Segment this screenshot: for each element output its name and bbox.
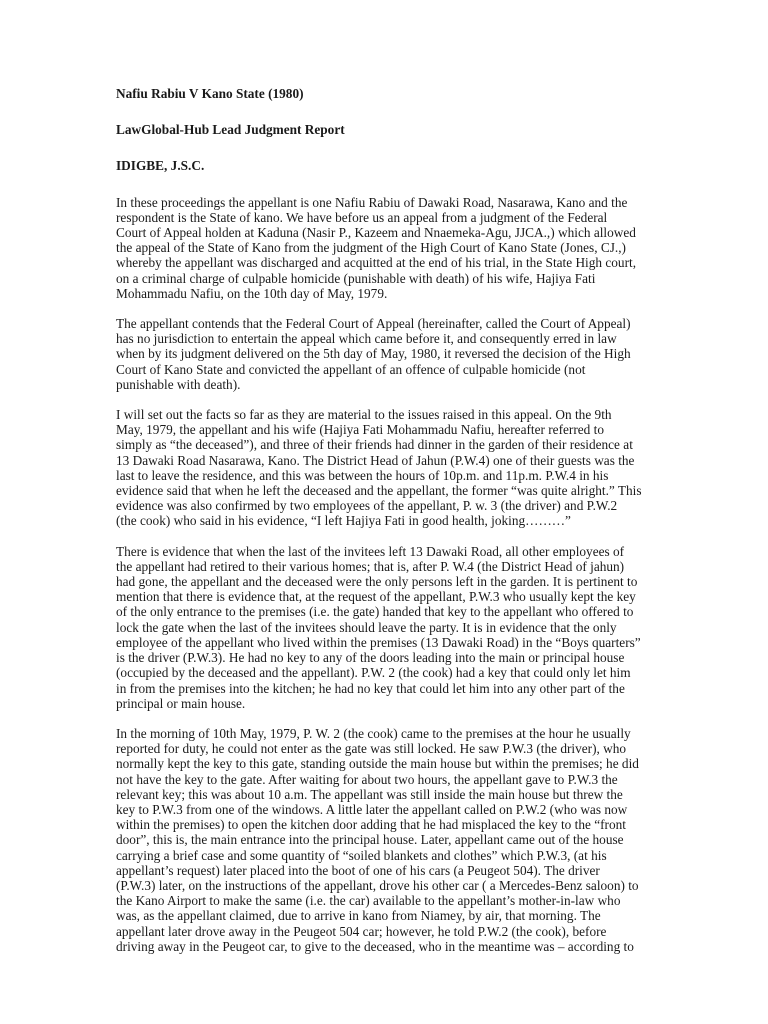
paragraph-line: whereby the appellant was discharged and acquitted at the end of his trial, in the State High court,	[116, 255, 637, 271]
paragraph-line: simply as “the deceased”), and three of their friends had dinner in the garden of their residence at	[116, 437, 633, 453]
paragraph-line: Court of Appeal holden at Kaduna (Nasir P., Kazeem and Nnaemeka-Agu, JJCA.,) which allowed	[116, 225, 636, 241]
paragraph-line: driving away in the Peugeot car, to give to the deceased, who in the meantime was – according to	[116, 938, 634, 954]
paragraph-line: the Kano Airport to make the same (i.e. the car) available to the appellant’s mother-in-law who	[116, 893, 621, 909]
paragraph-line: not have the key to the gate. After waiting for about two hours, the appellant gave to P.W.3 the	[116, 771, 618, 787]
paragraph-1	[116, 195, 652, 301]
paragraph-line: mention that there is evidence that, at the request of the appellant, P.W.3 who usually kept the key	[116, 589, 636, 605]
paragraph-line: key to P.W.3 from one of the windows. A little later the appellant called on P.W.2 (who was now	[116, 801, 628, 817]
paragraph-line: The appellant contends that the Federal Court of Appeal (hereinafter, called the Court of Appeal)	[116, 316, 631, 332]
paragraph-line: There is evidence that when the last of the invitees left 13 Dawaki Road, all other employees of	[116, 543, 625, 559]
paragraph-line: In these proceedings the appellant is one Nafiu Rabiu of Dawaki Road, Nasarawa, Kano and the	[116, 194, 628, 210]
paragraph-line: I will set out the facts so far as they are material to the issues raised in this appeal. On the 9th	[116, 407, 612, 423]
paragraph-line: door”, this is, the main entrance into the principal house. Later, appellant came out of the house	[116, 832, 624, 848]
paragraph-line: Court of Kano State and convicted the appellant of an offence of culpable homicide (not	[116, 361, 586, 377]
paragraph-line: last to leave the residence, and this was between the hours of 10p.m. and 11p.m. P.W.4 in his	[116, 467, 609, 483]
paragraph-line: reported for duty, he could not enter as the gate was still locked. He saw P.W.3 (the driver), who	[116, 741, 627, 757]
paragraph-line: normally kept the key to this gate, standing outside the main house but within the premises; he did	[116, 756, 639, 772]
paragraph-line: evidence said that when he left the deceased and the appellant, the former “was quite alright.” This	[116, 483, 642, 499]
paragraph-line: on a criminal charge of culpable homicide (punishable with death) of his wife, Hajiya Fati	[116, 270, 596, 286]
document-title: Nafiu Rabiu V Kano State (1980)	[116, 86, 304, 101]
paragraph-line: principal or main house.	[116, 695, 246, 711]
paragraph-line: has no jurisdiction to entertain the appeal which came before it, and consequently erred in law	[116, 331, 617, 347]
paragraph-line: had gone, the appellant and the deceased were the only persons left in the garden. It is pertinent to	[116, 574, 638, 590]
judge-heading: IDIGBE, J.S.C.	[116, 158, 205, 174]
document-page	[116, 86, 652, 954]
paragraph-line: respondent is the State of kano. We have before us an appeal from a judgment of the Federal	[116, 209, 608, 225]
paragraph-line: is the driver (P.W.3). He had no key to any of the doors leading into the main or principal house	[116, 650, 625, 666]
paragraph-line: relevant key; this was about 10 a.m. The appellant was still inside the main house but threw the	[116, 786, 623, 802]
report-source-heading: LawGlobal-Hub Lead Judgment Report	[116, 122, 345, 138]
paragraph-line: appellant’s request) later placed into the boot of one of his cars (a Peugeot 504). The driver	[116, 862, 600, 878]
paragraph-line: within the premises) to open the kitchen door adding that he had misplaced the key to the “front	[116, 817, 626, 833]
paragraph-line: employee of the appellant who lived within the premises (13 Dawaki Road) in the “Boys quarters”	[116, 634, 641, 650]
paragraph-line: the appellant had retired to their various homes; that is, after P. W.4 (the District Head of jahun)	[116, 558, 625, 574]
paragraph-line: punishable with death).	[116, 376, 241, 392]
paragraph-3	[116, 407, 652, 529]
paragraph-line: in from the premises into the kitchen; he had no key that could let him into any other part of the	[116, 680, 625, 696]
paragraph-line: 13 Dawaki Road Nasarawa, Kano. The District Head of Jahun (P.W.4) one of their guests was the	[116, 452, 635, 468]
paragraph-line: was, as the appellant claimed, due to arrive in kano from Niamey, by air, that morning. The	[116, 908, 601, 924]
paragraph-line: lock the gate when the last of the invitees should leave the party. It is in evidence that the only	[116, 619, 617, 635]
paragraph-line: In the morning of 10th May, 1979, P. W. 2 (the cook) came to the premises at the hour he usually	[116, 725, 631, 741]
paragraph-line: May, 1979, the appellant and his wife (Hajiya Fati Mohammadu Nafiu, hereafter referred to	[116, 422, 604, 438]
paragraph-line: when by its judgment delivered on the 5th day of May, 1980, it reversed the decision of the High	[116, 346, 631, 362]
paragraph-line: the appeal of the State of Kano from the judgment of the High Court of Kano State (Jones, CJ.,)	[116, 240, 626, 256]
paragraph-line: (the cook) who said in his evidence, “I left Hajiya Fati in good health, joking………”	[116, 513, 571, 529]
paragraph-line: appellant later drove away in the Peugeot 504 car; however, he told P.W.2 (the cook), before	[116, 923, 607, 939]
paragraph-5	[116, 726, 652, 954]
paragraph-2	[116, 316, 652, 392]
paragraph-line: (occupied by the deceased and the appellant). P.W. 2 (the cook) had a key that could only let him	[116, 665, 631, 681]
paragraph-4	[116, 544, 652, 711]
paragraph-line: (P.W.3) later, on the instructions of the appellant, drove his other car ( a Mercedes-Benz saloon) to	[116, 877, 639, 893]
paragraph-line: evidence was also confirmed by two employees of the appellant, P. w. 3 (the driver) and P.W.2	[116, 498, 618, 514]
paragraph-line: of the only entrance to the premises (i.e. the gate) handed that key to the appellant who offered to	[116, 604, 634, 620]
paragraph-line: carrying a brief case and some quantity of “soiled blankets and clothes” which P.W.3, (at his	[116, 847, 607, 863]
paragraph-line: Mohammadu Nafiu, on the 10th day of May, 1979.	[116, 285, 388, 301]
